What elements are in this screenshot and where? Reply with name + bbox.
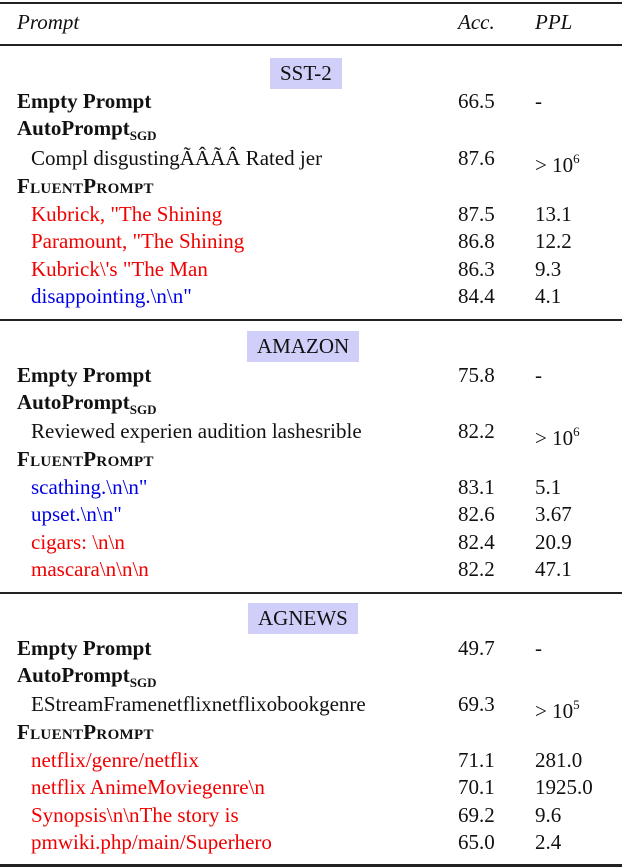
ppl-value: 47.1: [535, 557, 572, 581]
table-row: [0, 173, 622, 200]
header-prompt: Prompt: [17, 10, 80, 34]
autoprompt-subscript: SGD: [129, 128, 157, 143]
ppl-value: -: [535, 636, 542, 660]
acc-value: 66.5: [458, 89, 495, 113]
table-row: [0, 474, 622, 501]
ppl-prefix: > 10: [535, 153, 574, 177]
table-row: [0, 418, 622, 450]
prompt-text: scathing.\n\n": [31, 475, 148, 499]
ppl-value: 13.1: [535, 202, 572, 226]
acc-value: 71.1: [458, 748, 495, 772]
ppl-exponent: 6: [573, 424, 580, 439]
prompt-text: upset.\n\n": [31, 502, 122, 526]
acc-value: 65.0: [458, 830, 495, 854]
autoprompt-name: AutoPrompt: [17, 663, 130, 687]
ppl-prefix: > 10: [535, 699, 574, 723]
acc-value: 75.8: [458, 363, 495, 387]
autoprompt-name: AutoPrompt: [17, 390, 130, 414]
table-row: [0, 389, 622, 416]
section-rule: [0, 319, 622, 321]
prompt-text: Compl disgustingÃÂÃÂ Rated jer: [31, 146, 323, 170]
ppl-value: 281.0: [535, 748, 583, 772]
table-row: [0, 283, 622, 310]
prompt-text: cigars: \n\n: [31, 530, 125, 554]
prompt-text: pmwiki.php/main/Superhero: [31, 830, 272, 854]
table-row: [0, 719, 622, 746]
section-rule: [0, 592, 622, 594]
ppl-exponent: 6: [573, 151, 580, 166]
table-row: [0, 662, 622, 689]
table-row: [0, 201, 622, 228]
autoprompt-label: [17, 115, 157, 149]
table-row: [0, 115, 622, 142]
prompt-text: EStreamFramenetflixnetflixobookgenre: [31, 692, 366, 716]
acc-value: 69.3: [458, 692, 495, 716]
acc-value: 82.6: [458, 502, 495, 526]
header-acc: Acc.: [458, 10, 495, 34]
ppl-exponent: 5: [573, 697, 580, 712]
ppl-value: 9.6: [535, 803, 562, 827]
acc-value: 86.8: [458, 229, 495, 253]
acc-value: 83.1: [458, 475, 495, 499]
autoprompt-subscript: SGD: [129, 402, 157, 417]
prompt-text: Kubrick, "The Shining: [31, 202, 223, 226]
ppl-value: -: [535, 363, 542, 387]
acc-value: 87.5: [458, 202, 495, 226]
ppl-value: 1925.0: [535, 775, 593, 799]
autoprompt-subscript: SGD: [129, 675, 157, 690]
section-badge-agnews: AGNEWS: [248, 603, 358, 634]
fluentprompt-label: FluentPrompt: [17, 174, 154, 198]
table-row: [0, 635, 622, 662]
bottom-rule: [0, 864, 622, 867]
fluentprompt-label: FluentPrompt: [17, 447, 154, 471]
ppl-value: 3.67: [535, 502, 572, 526]
empty-prompt-label: Empty Prompt: [17, 636, 152, 660]
ppl-value: -: [535, 89, 542, 113]
table-row: [0, 145, 622, 177]
empty-prompt-label: Empty Prompt: [17, 89, 152, 113]
fluentprompt-label: FluentPrompt: [17, 720, 154, 744]
autoprompt-name: AutoPrompt: [17, 116, 130, 140]
table-row: [0, 362, 622, 389]
section-badge-amazon: AMAZON: [247, 331, 359, 362]
ppl-value: 12.2: [535, 229, 572, 253]
acc-value: 82.2: [458, 557, 495, 581]
table-row: [0, 88, 622, 115]
ppl-value: 4.1: [535, 284, 562, 308]
acc-value: 82.2: [458, 419, 495, 443]
prompt-text: mascara\n\n\n: [31, 557, 149, 581]
acc-value: 49.7: [458, 636, 495, 660]
table-row: [0, 802, 622, 829]
table-row: [0, 501, 622, 528]
table-row: [0, 556, 622, 583]
ppl-value: 5.1: [535, 475, 562, 499]
acc-value: 82.4: [458, 530, 495, 554]
header-rule: [0, 44, 622, 46]
table-row: [0, 446, 622, 473]
acc-value: 86.3: [458, 257, 495, 281]
header-row: [0, 9, 622, 36]
prompt-text: netflix AnimeMoviegenre\n: [31, 775, 265, 799]
section-badge-sst2: SST-2: [270, 58, 342, 89]
ppl-value: 9.3: [535, 257, 562, 281]
acc-value: 87.6: [458, 146, 495, 170]
ppl-prefix: > 10: [535, 426, 574, 450]
table-row: [0, 256, 622, 283]
table-row: [0, 747, 622, 774]
prompt-text: Reviewed experien audition lashesrible: [31, 419, 362, 443]
table-row: [0, 529, 622, 556]
prompt-text: Kubrick\'s "The Man: [31, 257, 208, 281]
empty-prompt-label: Empty Prompt: [17, 363, 152, 387]
table-row: [0, 829, 622, 856]
prompt-text: netflix/genre/netflix: [31, 748, 199, 772]
prompt-text: Synopsis\n\nThe story is: [31, 803, 239, 827]
table-row: [0, 774, 622, 801]
ppl-value: 2.4: [535, 830, 562, 854]
ppl-value: 20.9: [535, 530, 572, 554]
prompt-text: disappointing.\n\n": [31, 284, 192, 308]
acc-value: 70.1: [458, 775, 495, 799]
acc-value: 69.2: [458, 803, 495, 827]
header-ppl: PPL: [535, 10, 573, 34]
top-rule: [0, 2, 622, 4]
prompt-text: Paramount, "The Shining: [31, 229, 245, 253]
table-row: [0, 228, 622, 255]
table-row: [0, 691, 622, 723]
acc-value: 84.4: [458, 284, 495, 308]
